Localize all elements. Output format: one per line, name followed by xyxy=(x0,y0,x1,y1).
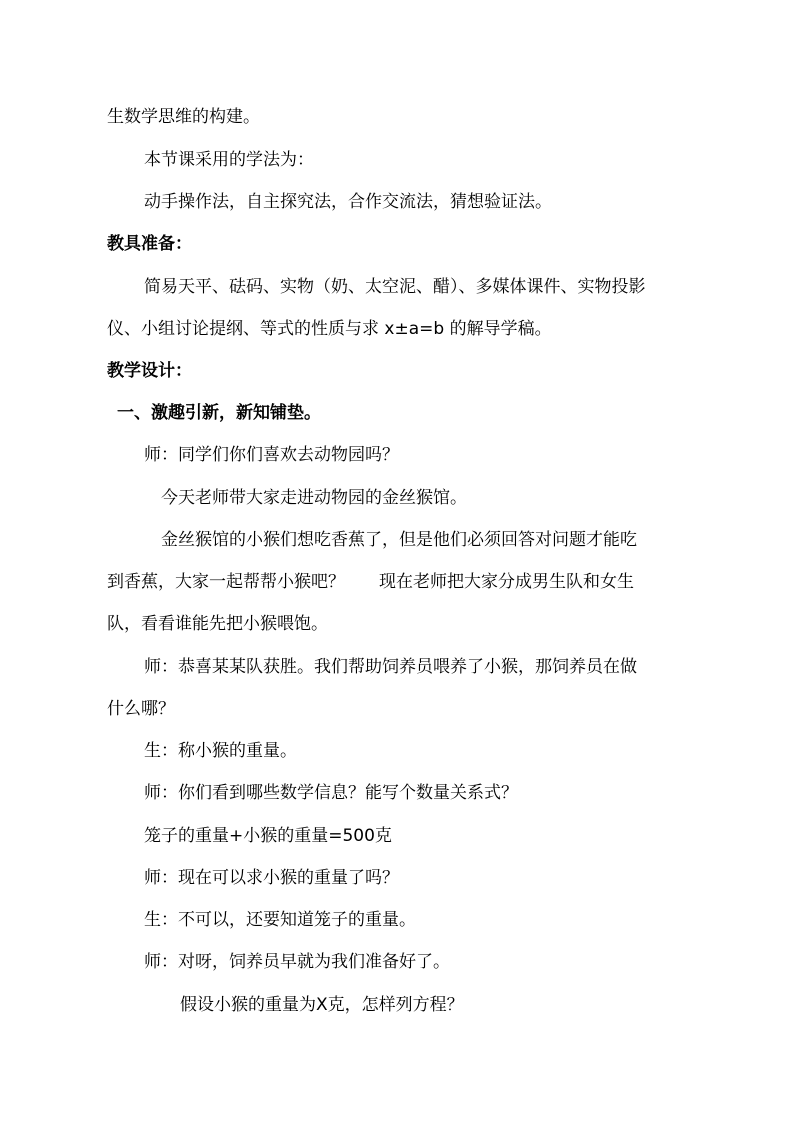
text-line-21: 师：对呀，饲养员早就为我们准备好了。 xyxy=(144,952,450,972)
text-line-14: 师：恭喜某某队获胜。我们帮助饲养员喂养了小猴，那饲养员在做 xyxy=(144,657,637,677)
text-line-16: 生：称小猴的重量。 xyxy=(144,741,297,761)
section-heading-teaching-tools: 教具准备： xyxy=(107,234,192,254)
text-line-9: 师：同学们你们喜欢去动物园吗？ xyxy=(144,445,399,465)
text-line-15: 什么哪？ xyxy=(107,699,175,719)
text-line-18: 笼子的重量+小猴的重量=500克 xyxy=(144,826,392,846)
text-line-20: 生：不可以，还要知道笼子的重量。 xyxy=(144,910,416,930)
section-heading-teaching-design: 教学设计： xyxy=(107,361,192,381)
subsection-heading-1: 一、激趣引新，新知铺垫。 xyxy=(117,403,321,423)
text-line-10: 今天老师带大家走进动物园的金丝猴馆。 xyxy=(161,488,467,508)
text-line-19: 师：现在可以求小猴的重量了吗？ xyxy=(144,868,399,888)
text-line-22: 假设小猴的重量为X克，怎样列方程？ xyxy=(180,995,464,1015)
text-line-6: 仪、小组讨论提纲、等式的性质与求 x±a=b 的解导学稿。 xyxy=(107,319,552,339)
text-line-2: 本节课采用的学法为： xyxy=(144,150,314,170)
text-line-17: 师：你们看到哪些数学信息？能写个数量关系式？ xyxy=(144,783,518,803)
text-line-1: 生数学思维的构建。 xyxy=(107,107,260,127)
text-line-13: 队，看看谁能先把小猴喂饱。 xyxy=(107,614,328,634)
text-line-11: 金丝猴馆的小猴们想吃香蕉了，但是他们必须回答对问题才能吃 xyxy=(161,530,637,550)
text-line-3: 动手操作法，自主探究法，合作交流法，猜想验证法。 xyxy=(144,192,552,212)
text-line-5: 简易天平、砝码、实物（奶、太空泥、醋）、多媒体课件、实物投影 xyxy=(144,277,646,297)
text-line-12: 到香蕉，大家一起帮帮小猴吧？ 现在老师把大家分成男生队和女生 xyxy=(107,572,634,592)
